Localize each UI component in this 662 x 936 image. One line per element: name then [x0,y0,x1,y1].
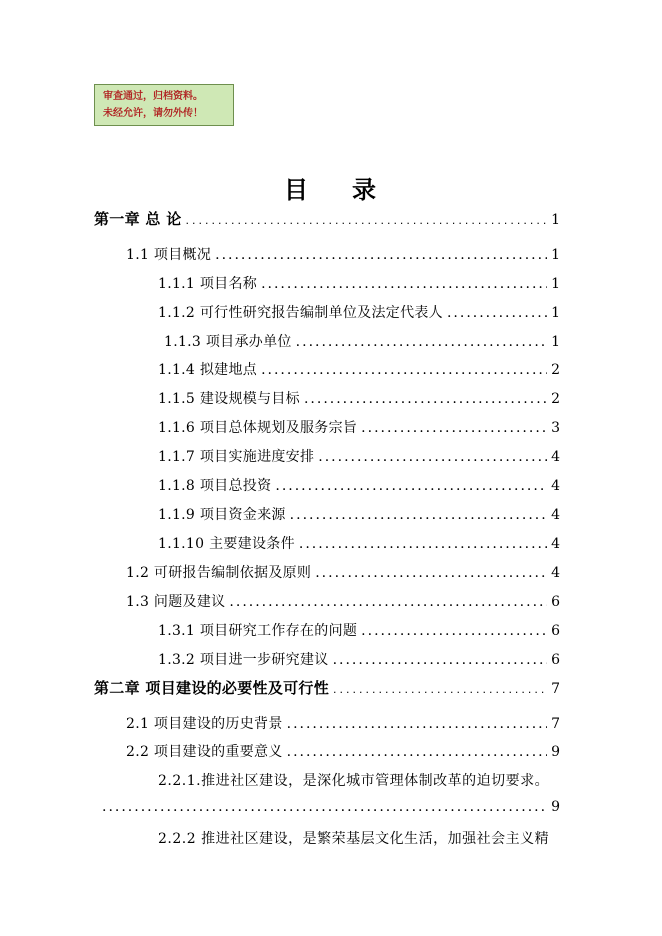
toc-entry-label: 1.1 项目概况 [126,247,212,263]
toc-entry-label: 1.1.7 项目实施进度安排 [158,449,315,465]
toc-entry-continuation [102,799,560,815]
toc-entry-label: 1.1.9 项目资金来源 [158,507,286,523]
toc-entry-page: 6 [551,594,560,610]
toc-entry[interactable] [158,302,560,322]
toc-entry-label: 1.2 可研报告编制依据及原则 [126,565,312,581]
toc-entry-page: 2 [551,362,560,378]
toc-entry[interactable] [94,677,560,697]
toc-entry-label: 1.1.1 项目名称 [158,276,258,292]
toc-leader-dots [275,478,547,494]
toc-leader-dots [304,391,547,407]
toc-entry[interactable] [126,591,560,611]
toc-entry-page: 4 [551,449,560,465]
toc-leader-dots [287,744,547,760]
toc-leader-dots [333,683,547,696]
toc-leader-dots [333,652,548,668]
toc-entry-label: 1.1.4 拟建地点 [158,362,258,378]
toc-entry-page: 3 [551,420,560,436]
toc-entry-page: 1 [551,212,560,228]
toc-entry-label: 1.1.5 建设规模与目标 [158,391,300,407]
toc-leader-dots [296,334,547,350]
toc-entry[interactable] [164,331,560,351]
title-char-left: 目 [284,176,310,204]
toc-entry-page: 1 [551,334,560,350]
toc-entry[interactable] [126,741,560,761]
toc-entry[interactable] [126,713,560,733]
toc-entry-label: 1.1.10 主要建设条件 [158,536,295,552]
toc-entry-page: 6 [551,652,560,668]
toc-entry-label: 1.3.2 项目进一步研究建议 [158,652,329,668]
toc-entry[interactable] [158,620,560,640]
toc-entry-page: 1 [551,305,560,321]
title-char-right: 录 [352,176,378,204]
toc-entry-wrapped-label[interactable]: 2.2.2 推进社区建设，是繁荣基层文化生活，加强社会主义精 [158,831,550,847]
toc-entry-label: 2.1 项目建设的历史背景 [126,716,283,732]
toc-entry-label: 2.2 项目建设的重要意义 [126,744,283,760]
toc-leader-dots [186,214,548,227]
toc-entry-label: 1.1.2 可行性研究报告编制单位及法定代表人 [158,305,443,321]
toc-leader-dots [361,623,547,639]
toc-entry-wrapped-label[interactable]: 2.2.1.推进社区建设，是深化城市管理体制改革的迫切要求。 [158,773,550,789]
toc-entry[interactable] [158,273,560,293]
toc-entry-label: 第一章 总 论 [94,210,182,228]
toc-entry-page: 7 [551,716,560,732]
toc-entry-page: 9 [551,744,560,760]
toc-leader-dots [261,276,547,292]
toc-entry[interactable] [158,446,560,466]
toc-entry-page: 1 [551,276,560,292]
toc-entry-label: 1.1.3 项目承办单位 [164,334,292,350]
toc-entry-page: 7 [551,681,560,697]
toc-entry[interactable] [158,649,560,669]
toc-leader-dots [299,536,547,552]
toc-entry-label: 1.3 问题及建议 [126,594,226,610]
toc-entry[interactable] [158,417,560,437]
stamp-line-1: 审查通过，归档资料。 [103,91,203,102]
toc-entry-page: 6 [551,623,560,639]
toc-entry-label: 1.1.8 项目总投资 [158,478,272,494]
toc-entry[interactable] [158,533,560,553]
toc-entry-page: 4 [551,536,560,552]
toc-entry-page: 9 [551,799,560,815]
toc-entry[interactable] [94,208,560,228]
toc-leader-dots [229,594,547,610]
toc-leader-dots [287,716,547,732]
toc-entry-page: 4 [551,478,560,494]
toc-entry-page: 4 [551,507,560,523]
toc-entry-page: 4 [551,565,560,581]
toc-entry[interactable] [158,504,560,524]
toc-entry[interactable] [126,244,560,264]
toc-entry[interactable] [158,359,560,379]
toc-leader-dots [315,565,547,581]
toc-leader-dots [318,449,547,465]
toc-entry[interactable] [158,475,560,495]
toc-entry[interactable] [126,562,560,582]
toc-entry-label: 第二章 项目建设的必要性及可行性 [94,679,330,697]
toc-leader-dots [290,507,547,523]
toc-entry-page: 2 [551,391,560,407]
toc-leader-dots [102,799,547,815]
stamp-line-2: 未经允许，请勿外传！ [103,108,203,119]
toc-entry-label: 1.1.6 项目总体规划及服务宗旨 [158,420,358,436]
toc-leader-dots [215,247,547,263]
toc-leader-dots [261,362,547,378]
toc-leader-dots [447,305,547,321]
toc-leader-dots [361,420,547,436]
toc-entry-page: 1 [551,247,560,263]
toc-entry[interactable] [158,388,560,408]
toc-entry-label: 1.3.1 项目研究工作存在的问题 [158,623,358,639]
